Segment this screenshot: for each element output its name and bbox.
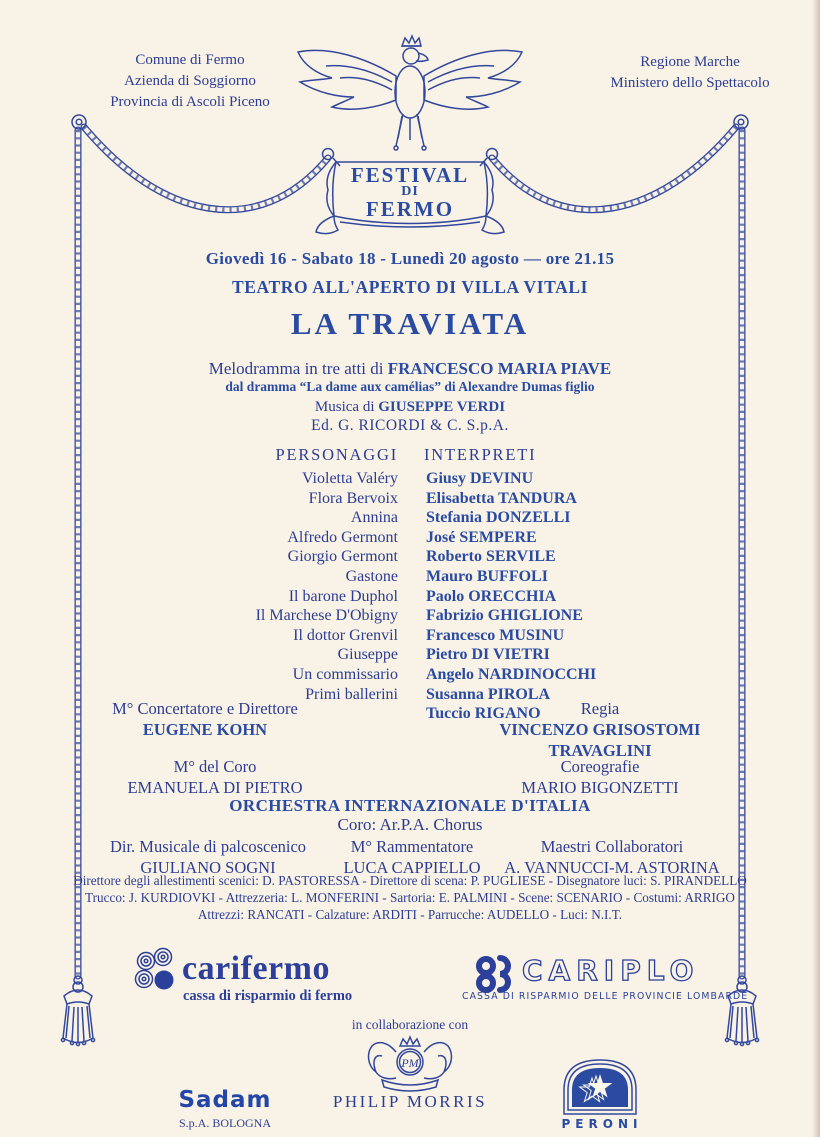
stage-music-name: GIULIANO SOGNI: [140, 858, 276, 877]
cast-name: Mauro BUFFOLI: [426, 567, 548, 585]
tassel-right-icon: [725, 976, 758, 1046]
cast-role: Giorgio Germont: [287, 548, 398, 566]
cast-role: Giuseppe: [337, 646, 398, 664]
librettist: FRANCESCO MARIA PIAVE: [387, 359, 612, 378]
prompter-name: LUCA CAPPIELLO: [343, 858, 481, 877]
collaborators-block: [462, 836, 762, 878]
roles-header: PERSONAGGI: [275, 445, 398, 464]
cast-role: Gastone: [345, 567, 398, 585]
conductor-block: [50, 698, 360, 740]
fine-print-line: Trucco: J. KURDIOVKI - Attrezzeria: L. MONFERINI - Sartoria: E. PALMINI - Scene: SCENARIO - Costumi: ARRIGO: [85, 889, 735, 905]
sadam-tagline: S.p.A. BOLOGNA: [178, 1116, 271, 1130]
publisher-line: Ed. G. RICORDI & C. S.p.A.: [311, 417, 509, 434]
sadam-wordmark: Sadam: [178, 1087, 272, 1113]
tassel-left-icon: [61, 976, 94, 1046]
director-name-line2: TRAVAGLINI: [548, 741, 652, 760]
collaborators-label: Maestri Collaboratori: [540, 837, 684, 856]
cariplo-mark-icon: [479, 958, 508, 990]
cast-role: Flora Bervoix: [308, 489, 398, 507]
chorus-master-label: M° del Coro: [173, 757, 257, 776]
sadam-block: [145, 1087, 305, 1131]
chorus-master-name: EMANUELA DI PIETRO: [127, 778, 303, 797]
banner-line-fermo: FERMO: [365, 197, 455, 221]
director-name-line1: VINCENZO GRISOSTOMI: [499, 720, 701, 739]
cast-row: [0, 626, 820, 646]
choreography-label: Coreografie: [560, 757, 640, 776]
chorus-master-block: [60, 756, 370, 798]
carifermo-tagline: cassa di risparmio di fermo: [183, 988, 353, 1004]
event-subtitle: [0, 359, 820, 379]
cast-role: Annina: [350, 509, 398, 527]
banner-line-di: DI: [401, 184, 419, 199]
cast-row: [0, 469, 820, 489]
event-title: LA TRAVIATA: [290, 306, 530, 341]
cast-row: [0, 528, 820, 548]
cast-name: Pietro DI VIETRI: [426, 646, 550, 664]
music-line: [0, 399, 820, 416]
collaboration-line: in collaborazione con: [351, 1017, 469, 1032]
orchestra-line: ORCHESTRA INTERNAZIONALE D'ITALIA: [229, 796, 591, 815]
fine-print-line: Direttore degli allestimenti scenici: D. PASTORESSA - Direttore di scena: P. PUGLIESE - Disegnatore luci: S. PIRANDELLO: [73, 873, 747, 888]
source-line: dal dramma “La dame aux camélias” di Alexandre Dumas figlio: [225, 379, 595, 394]
music-prefix: Musica di: [314, 399, 375, 415]
conductor-name: EUGENE KOHN: [142, 720, 268, 739]
cast-name: Susanna PIROLA: [426, 685, 551, 703]
institutions-left: [70, 50, 310, 113]
cast-name: Paolo ORECCHIA: [426, 587, 557, 605]
cast-row: [0, 547, 820, 567]
cast-role: Il Marchese D'Obigny: [255, 607, 398, 625]
institution-line: Regione Marche: [640, 54, 740, 70]
cast-name: Fabrizio GHIGLIONE: [426, 607, 583, 625]
director-block: [450, 698, 750, 761]
philip-morris-crest-icon: [369, 1037, 452, 1091]
fine-print-line: Attrezzi: RANCATI - Calzature: ARDITI - Parrucche: AUDELLO - Luci: N.I.T.: [197, 906, 623, 922]
cast-row: [0, 508, 820, 528]
composer: GIUSEPPE VERDI: [378, 399, 506, 415]
cast-role: Alfredo Germont: [287, 528, 398, 546]
cast-role: Il barone Duphol: [288, 587, 398, 605]
stage-music-label: Dir. Musicale di palcoscenico: [109, 837, 307, 856]
cast-role: Primi ballerini: [305, 685, 398, 703]
institutions-right: [565, 52, 815, 94]
cast-name: Elisabetta TANDURA: [426, 489, 577, 507]
cast-header-row: [0, 445, 820, 465]
cast-role: Il dottor Grenvil: [293, 626, 398, 644]
scan-edge-shadow: [812, 0, 820, 1137]
cast-list: [0, 469, 820, 724]
cast-name: Francesco MUSINU: [426, 626, 565, 644]
chorus-line: Coro: Ar.P.A. Chorus: [337, 815, 483, 834]
cast-row: [0, 567, 820, 587]
cast-name: José SEMPERE: [426, 528, 537, 546]
cast-row: [0, 587, 820, 607]
cast-row: [0, 606, 820, 626]
event-venue: TEATRO ALL'APERTO DI VILLA VITALI: [232, 277, 588, 297]
cast-row: [0, 665, 820, 685]
cariplo-wordmark: CARIPLO: [522, 954, 700, 987]
eagle-emblem-icon: [298, 36, 522, 150]
cast-role: Un commissario: [292, 665, 398, 683]
cariplo-tagline: CASSA DI RISPARMIO DELLE PROVINCIE LOMBARDE: [462, 991, 749, 1002]
collaborators-names: A. VANNUCCI-M. ASTORINA: [504, 858, 720, 877]
cast-name: Stefania DONZELLI: [426, 509, 571, 527]
cast-row: [0, 645, 820, 665]
peroni-star-icon: [564, 1060, 636, 1114]
cast-name: Roberto SERVILE: [426, 548, 556, 566]
cast-row: [0, 489, 820, 509]
banner-line-festival: FESTIVAL: [350, 163, 470, 187]
choreographer-name: MARIO BIGONZETTI: [521, 778, 679, 797]
cast-name: Tuccio RIGANO: [426, 705, 541, 723]
choreography-block: [450, 756, 750, 798]
cast-name: Giusy DEVINU: [426, 470, 534, 487]
event-dates: Giovedì 16 - Sabato 18 - Lunedì 20 agosto — ore 21.15: [205, 249, 615, 268]
fine-print: [70, 873, 750, 923]
names-header: INTERPRETI: [424, 445, 537, 464]
institution-line: Provincia di Ascoli Piceno: [110, 94, 270, 110]
cast-name: Angelo NARDINOCCHI: [426, 665, 597, 683]
carifermo-wordmark: carifermo: [182, 950, 330, 987]
director-label: Regia: [580, 699, 620, 718]
institution-line: Comune di Fermo: [135, 52, 245, 68]
carifermo-clover-icon: [136, 949, 174, 990]
peroni-wordmark: PERONI: [561, 1117, 643, 1131]
melodramma-prefix: Melodramma in tre atti di: [208, 359, 384, 378]
pm-monogram: PM: [401, 1056, 419, 1070]
prompter-label: M° Rammentatore: [350, 837, 474, 856]
institution-line: Azienda di Soggiorno: [124, 73, 256, 89]
cast-role: Violetta Valéry: [301, 470, 398, 487]
institution-line: Ministero dello Spettacolo: [610, 75, 770, 91]
conductor-label: M° Concertatore e Direttore: [112, 699, 298, 718]
philip-morris-wordmark: PHILIP MORRIS: [332, 1092, 488, 1111]
